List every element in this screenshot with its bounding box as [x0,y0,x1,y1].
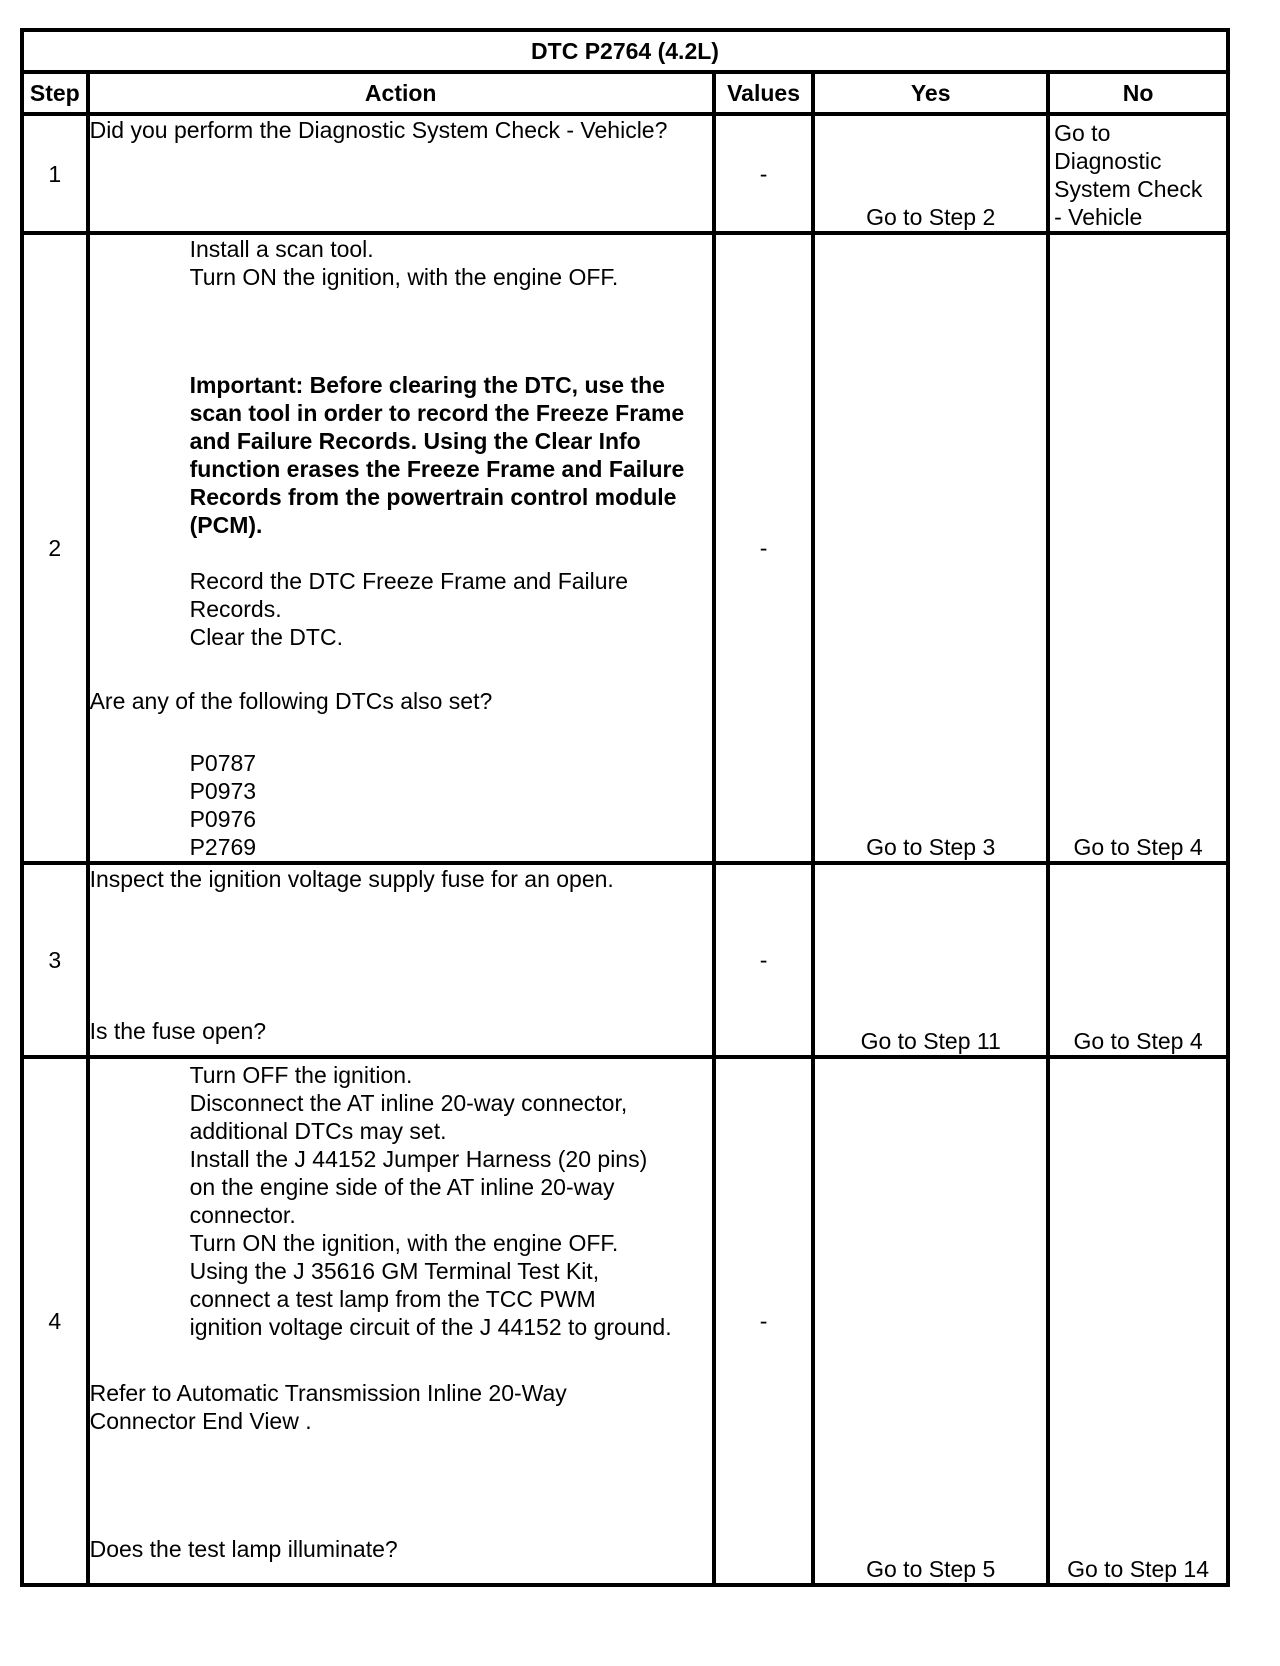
reference-link[interactable]: Refer to Automatic Transmission Inline 20-Way Connector End View . [89,1380,574,1434]
instruction-text: Using the J 35616 GM Terminal Test Kit, connect a test lamp from the TCC PWM ignition voltage circuit of the J 44152 to ground. [189,1258,672,1340]
header-values: Values [714,72,813,114]
dtc-code: P0787 [189,750,257,776]
no-link-line: Diagnostic [1054,148,1162,174]
instruction-text: Disconnect the AT inline 20-way connector, additional DTCs may set. [189,1090,634,1144]
values-cell: - [714,114,813,233]
action-cell [88,1057,714,1585]
instruction-text: Clear the DTC. [189,624,343,650]
header-step: Step [22,72,88,114]
question-text: Are any of the following DTCs also set? [89,688,493,714]
dtc-code: P2769 [189,834,257,860]
yes-link[interactable]: Go to Step 11 [813,863,1048,1057]
step-row-4 [22,1057,1228,1585]
header-row [22,72,1228,114]
action-cell [88,863,714,1057]
action-text: Did you perform the Diagnostic System Check - Vehicle? [89,117,668,143]
dtc-code: P0973 [189,778,257,804]
instruction-text: Turn ON the ignition, with the engine OFF. [189,264,619,290]
dtc-code: P0976 [189,806,257,832]
table-title: DTC P2764 (4.2L) [22,30,1228,72]
no-link-line: - Vehicle [1054,204,1143,230]
instruction-text: Turn ON the ignition, with the engine OFF. [189,1230,619,1256]
yes-link[interactable]: Go to Step 2 [813,114,1048,233]
no-link[interactable] [1048,114,1228,233]
header-no: No [1048,72,1228,114]
instruction-text: Install the J 44152 Jumper Harness (20 pins) on the engine side of the AT inline 20-way connector. [189,1146,654,1228]
step-number: 3 [22,863,88,1057]
no-link[interactable]: Go to Step 4 [1048,863,1228,1057]
action-cell [88,233,714,863]
values-cell: - [714,233,813,863]
no-link-line: System Check [1054,176,1203,202]
step-number: 4 [22,1057,88,1585]
dtc-table [20,28,1230,1587]
step-number: 2 [22,233,88,863]
instruction-text: Record the DTC Freeze Frame and Failure Records. [189,568,635,622]
instruction-text: Turn OFF the ignition. [189,1062,413,1088]
step-number: 1 [22,114,88,233]
question-text: Is the fuse open? [89,1018,267,1044]
step-row-3 [22,863,1228,1057]
important-note: Important: Before clearing the DTC, use the scan tool in order to record the Freeze Frame and Failure Records. Using the Clear Info function erases the Freeze Frame and Failure Records from the powertrain control module (PCM). [189,372,685,538]
instruction-text: Install a scan tool. [189,236,374,262]
question-text: Does the test lamp illuminate? [89,1536,398,1562]
step-row-2 [22,233,1228,863]
no-link[interactable]: Go to Step 4 [1048,233,1228,863]
header-yes: Yes [813,72,1048,114]
values-cell: - [714,863,813,1057]
no-link[interactable]: Go to Step 14 [1048,1057,1228,1585]
yes-link[interactable]: Go to Step 3 [813,233,1048,863]
no-link-line: Go to [1054,120,1111,146]
instruction-text: Inspect the ignition voltage supply fuse for an open. [89,866,614,892]
yes-link[interactable]: Go to Step 5 [813,1057,1048,1585]
title-row [22,30,1228,72]
action-cell [88,114,714,233]
header-action: Action [88,72,714,114]
step-row-1 [22,114,1228,233]
values-cell: - [714,1057,813,1585]
